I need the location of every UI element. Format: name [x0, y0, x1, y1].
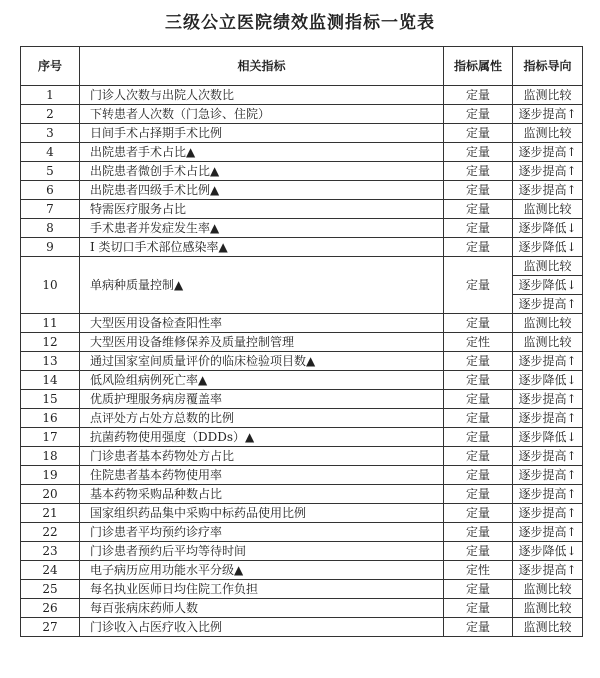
- table-row: [21, 371, 583, 390]
- table-row: [21, 561, 583, 580]
- indicator-attribute: 定量: [444, 105, 513, 124]
- indicator-direction: 逐步提高↑: [513, 181, 583, 200]
- table-row: [21, 181, 583, 200]
- indicator-name: 门诊患者基本药物处方占比: [80, 447, 444, 466]
- row-number: 20: [21, 485, 80, 504]
- table-row: [21, 466, 583, 485]
- indicator-direction: 逐步提高↑: [513, 504, 583, 523]
- indicator-direction: 逐步降低↓: [513, 371, 583, 390]
- indicator-name: 每百张病床药师人数: [80, 599, 444, 618]
- row-number: 16: [21, 409, 80, 428]
- indicator-direction: 逐步提高↑: [513, 162, 583, 181]
- indicator-name: 手术患者并发症发生率▲: [80, 219, 444, 238]
- indicator-attribute: 定量: [444, 181, 513, 200]
- row-number: 25: [21, 580, 80, 599]
- indicator-name: 出院患者四级手术比例▲: [80, 181, 444, 200]
- table-row: [21, 352, 583, 371]
- row-number: 27: [21, 618, 80, 637]
- table-row: [21, 447, 583, 466]
- table-row: [21, 200, 583, 219]
- indicator-attribute: 定量: [444, 238, 513, 257]
- indicator-name: 门诊人次数与出院人次数比: [80, 86, 444, 105]
- indicator-direction: 逐步提高↑: [513, 409, 583, 428]
- indicator-name: 出院患者微创手术占比▲: [80, 162, 444, 181]
- indicator-direction: 监测比较: [523, 259, 572, 273]
- indicator-attribute: 定量: [444, 542, 513, 561]
- row-number: 2: [21, 105, 80, 124]
- row-number: 13: [21, 352, 80, 371]
- indicator-table: [20, 46, 583, 637]
- indicator-attribute: 定量: [444, 580, 513, 599]
- row-number: 26: [21, 599, 80, 618]
- indicator-direction: 逐步提高↑: [513, 523, 583, 542]
- indicator-direction: 监测比较: [513, 599, 583, 618]
- indicator-name: I 类切口手术部位感染率▲: [80, 238, 444, 257]
- row-number: 9: [21, 238, 80, 257]
- column-header-attr: 指标属性: [444, 47, 513, 86]
- indicator-direction: 监测比较: [513, 200, 583, 219]
- row-number: 12: [21, 333, 80, 352]
- indicator-attribute: 定量: [444, 428, 513, 447]
- column-header-indicator: 相关指标: [80, 47, 444, 86]
- row-number: 17: [21, 428, 80, 447]
- indicator-direction: 逐步降低↓: [513, 275, 582, 294]
- indicator-name: 门诊患者预约后平均等待时间: [80, 542, 444, 561]
- row-number: 10: [21, 257, 80, 314]
- indicator-name: 国家组织药品集中采购中标药品使用比例: [80, 504, 444, 523]
- indicator-direction: 逐步提高↑: [513, 294, 582, 313]
- row-number: 1: [21, 86, 80, 105]
- indicator-direction: 逐步降低↓: [513, 428, 583, 447]
- indicator-direction: 逐步提高↑: [513, 143, 583, 162]
- row-number: 14: [21, 371, 80, 390]
- indicator-attribute: 定量: [444, 314, 513, 333]
- indicator-direction: 逐步降低↓: [513, 219, 583, 238]
- indicator-direction: 监测比较: [513, 314, 583, 333]
- indicator-direction: 逐步降低↓: [513, 542, 583, 561]
- indicator-name: 出院患者手术占比▲: [80, 143, 444, 162]
- indicator-attribute: 定量: [444, 485, 513, 504]
- table-row: [21, 238, 583, 257]
- indicator-direction: 逐步提高↑: [513, 390, 583, 409]
- indicator-name: 门诊收入占医疗收入比例: [80, 618, 444, 637]
- table-row: [21, 124, 583, 143]
- table-body: [21, 86, 583, 637]
- indicator-attribute: 定量: [444, 618, 513, 637]
- indicator-name: 日间手术占择期手术比例: [80, 124, 444, 143]
- table-row: [21, 542, 583, 561]
- indicator-attribute: 定性: [444, 333, 513, 352]
- indicator-attribute: 定量: [444, 124, 513, 143]
- row-number: 15: [21, 390, 80, 409]
- indicator-direction: 监测比较: [513, 618, 583, 637]
- indicator-attribute: 定量: [444, 86, 513, 105]
- indicator-attribute: 定量: [444, 352, 513, 371]
- column-header-num: 序号: [21, 47, 80, 86]
- indicator-attribute: 定量: [444, 466, 513, 485]
- indicator-name: 大型医用设备检查阳性率: [80, 314, 444, 333]
- indicator-name: 基本药物采购品种数占比: [80, 485, 444, 504]
- table-row: [21, 580, 583, 599]
- indicator-direction: 监测比较: [513, 580, 583, 599]
- table-row: [21, 162, 583, 181]
- row-number: 21: [21, 504, 80, 523]
- page-title: 三级公立医院绩效监测指标一览表: [165, 13, 435, 33]
- table-row: [21, 143, 583, 162]
- indicator-attribute: 定量: [444, 200, 513, 219]
- indicator-attribute: 定量: [444, 257, 513, 314]
- indicator-direction: 逐步提高↑: [513, 466, 583, 485]
- row-number: 3: [21, 124, 80, 143]
- indicator-name: 大型医用设备维修保养及质量控制管理: [80, 333, 444, 352]
- row-number: 24: [21, 561, 80, 580]
- table-row: [21, 219, 583, 238]
- indicator-name: 抗菌药物使用强度（DDDs）▲: [80, 428, 444, 447]
- row-number: 7: [21, 200, 80, 219]
- table-row: [21, 105, 583, 124]
- indicator-name: 优质护理服务病房覆盖率: [80, 390, 444, 409]
- table-row: [21, 618, 583, 637]
- table-row: [21, 504, 583, 523]
- indicator-direction: 监测比较: [513, 124, 583, 143]
- table-row: [21, 428, 583, 447]
- indicator-attribute: 定量: [444, 504, 513, 523]
- indicator-direction-group: [513, 257, 583, 314]
- indicator-name: 门诊患者平均预约诊疗率: [80, 523, 444, 542]
- indicator-name: 每名执业医师日均住院工作负担: [80, 580, 444, 599]
- table-row: [21, 409, 583, 428]
- row-number: 11: [21, 314, 80, 333]
- indicator-attribute: 定量: [444, 162, 513, 181]
- row-number: 18: [21, 447, 80, 466]
- indicator-attribute: 定性: [444, 561, 513, 580]
- indicator-name: 低风险组病例死亡率▲: [80, 371, 444, 390]
- indicator-direction: 监测比较: [513, 86, 583, 105]
- table-row: [21, 390, 583, 409]
- indicator-attribute: 定量: [444, 523, 513, 542]
- row-number: 4: [21, 143, 80, 162]
- indicator-direction: 逐步提高↑: [513, 105, 583, 124]
- indicator-attribute: 定量: [444, 599, 513, 618]
- indicator-name: 电子病历应用功能水平分级▲: [80, 561, 444, 580]
- indicator-name: 下转患者人次数（门急诊、住院）: [80, 105, 444, 124]
- indicator-direction: 逐步提高↑: [513, 352, 583, 371]
- indicator-name: 点评处方占处方总数的比例: [80, 409, 444, 428]
- indicator-name: 特需医疗服务占比: [80, 200, 444, 219]
- indicator-name: 单病种质量控制▲: [80, 257, 444, 314]
- table-row: [21, 257, 583, 314]
- indicator-attribute: 定量: [444, 409, 513, 428]
- table-row: [21, 333, 583, 352]
- table-row: [21, 523, 583, 542]
- row-number: 8: [21, 219, 80, 238]
- indicator-direction: 监测比较: [513, 333, 583, 352]
- row-number: 19: [21, 466, 80, 485]
- table-row: [21, 485, 583, 504]
- indicator-direction: 逐步提高↑: [513, 447, 583, 466]
- row-number: 22: [21, 523, 80, 542]
- indicator-direction: 逐步提高↑: [513, 561, 583, 580]
- row-number: 23: [21, 542, 80, 561]
- indicator-attribute: 定量: [444, 219, 513, 238]
- table-row: [21, 599, 583, 618]
- indicator-attribute: 定量: [444, 143, 513, 162]
- indicator-direction: 逐步降低↓: [513, 238, 583, 257]
- table-row: [21, 86, 583, 105]
- row-number: 5: [21, 162, 80, 181]
- table-row: [21, 314, 583, 333]
- indicator-attribute: 定量: [444, 390, 513, 409]
- indicator-name: 通过国家室间质量评价的临床检验项目数▲: [80, 352, 444, 371]
- indicator-name: 住院患者基本药物使用率: [80, 466, 444, 485]
- indicator-attribute: 定量: [444, 371, 513, 390]
- indicator-attribute: 定量: [444, 447, 513, 466]
- column-header-direction: 指标导向: [513, 47, 583, 86]
- indicator-direction: 逐步提高↑: [513, 485, 583, 504]
- row-number: 6: [21, 181, 80, 200]
- table-header-row: [21, 47, 583, 86]
